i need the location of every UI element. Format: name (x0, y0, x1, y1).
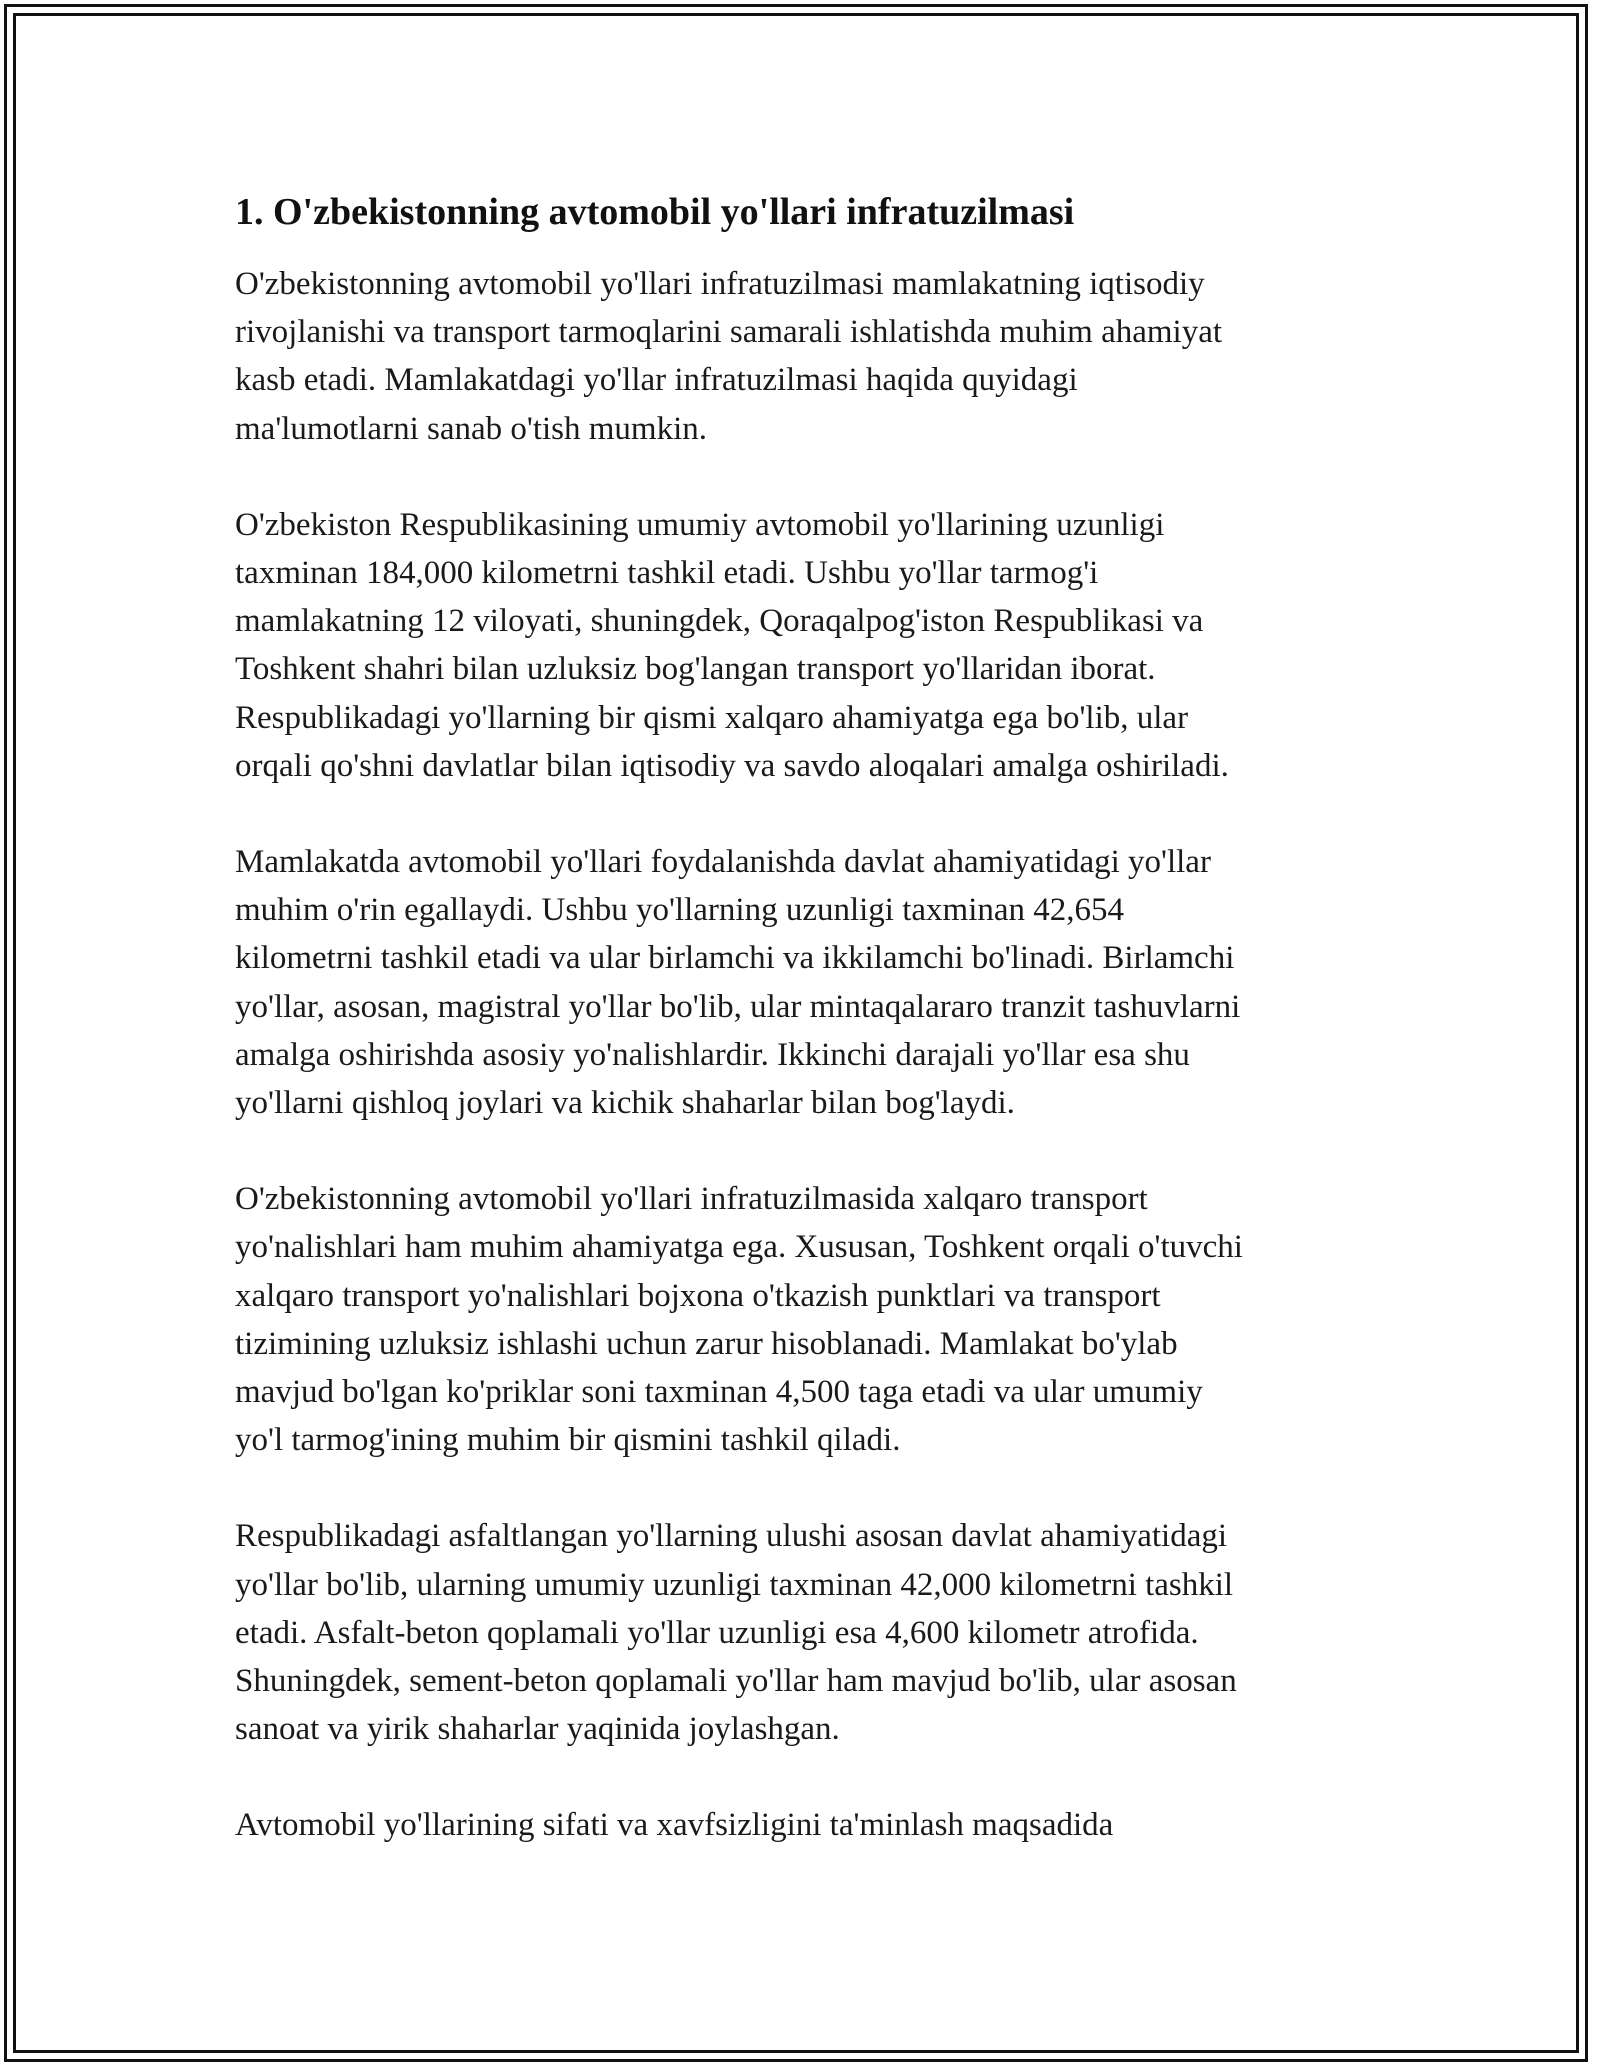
paragraph-intro: O'zbekistonning avtomobil yo'llari infratuzilmasi mamlakatning iqtisodiy rivojlanishi va transport tarmoqlarini samarali ishlatishda muhim ahamiyat kasb etadi. Mamlakatdagi yo'llar infratuzilmasi haqida quyidagi ma'lumotlarni sanab o'tish mumkin. (235, 266, 1223, 447)
document-body (235, 186, 1365, 1898)
paragraph-asphalt-roads: Respublikadagi asfaltlangan yo'llarning ulushi asosan davlat ahamiyatidagi yo'llar bo'lib, ularning umumiy uzunligi taxminan 42,000 kilometrni tashkil etadi. Asfalt-beton qoplamali yo'llar uzunligi esa 4,600 kilometr atrofida. Shuningdek, sement-beton qoplamali yo'llar ham mavjud bo'lib, ular asosan sanoat va yirik shaharlar yaqinida joylashgan. (235, 1518, 1237, 1748)
paragraph-road-length: O'zbekiston Respublikasining umumiy avtomobil yo'llarining uzunligi taxminan 184,000 kilometrni tashkil etadi. Ushbu yo'llar tarmog'i mamlakatning 12 viloyati, shuningdek, Qoraqalpog'iston Respublikasi va Toshkent shahri bilan uzluksiz bog'langan transport yo'llaridan iborat. Respublikadagi yo'llarning bir qismi xalqaro ahamiyatga ega bo'lib, ular orqali qo'shni davlatlar bilan iqtisodiy va savdo aloqalari amalga oshiriladi. (235, 506, 1229, 784)
paragraph-international-routes: O'zbekistonning avtomobil yo'llari infratuzilmasida xalqaro transport yo'nalishlari ham muhim ahamiyatga ega. Xususan, Toshkent orqali o'tuvchi xalqaro transport yo'nalishlari bojxona o'tkazish punktlari va transport tizimining uzluksiz ishlashi uchun zarur hisoblanadi. Mamlakat bo'ylab mavjud bo'lgan ko'priklar soni taxminan 4,500 taga etadi va ular umumiy yo'l tarmog'ining muhim bir qismini tashkil qiladi. (235, 1181, 1243, 1459)
paragraph-quality-safety: Avtomobil yo'llarining sifati va xavfsizligini ta'minlash maqsadida (235, 1807, 1114, 1844)
section-heading: 1. O'zbekistonning avtomobil yo'llari infratuzilmasi (235, 191, 1075, 233)
paragraph-state-roads: Mamlakatda avtomobil yo'llari foydalanishda davlat ahamiyatidagi yo'llar muhim o'rin egallaydi. Ushbu yo'llarning uzunligi taxminan 42,654 kilometrni tashkil etadi va ular birlamchi va ikkilamchi bo'linadi. Birlamchi yo'llar, asosan, magistral yo'llar bo'lib, ular mintaqalararo tranzit tashuvlarni amalga oshirishda asosiy yo'nalishlardir. Ikkinchi darajali yo'llar esa shu yo'llarni qishloq joylari va kichik shaharlar bilan bog'laydi. (235, 844, 1241, 1122)
